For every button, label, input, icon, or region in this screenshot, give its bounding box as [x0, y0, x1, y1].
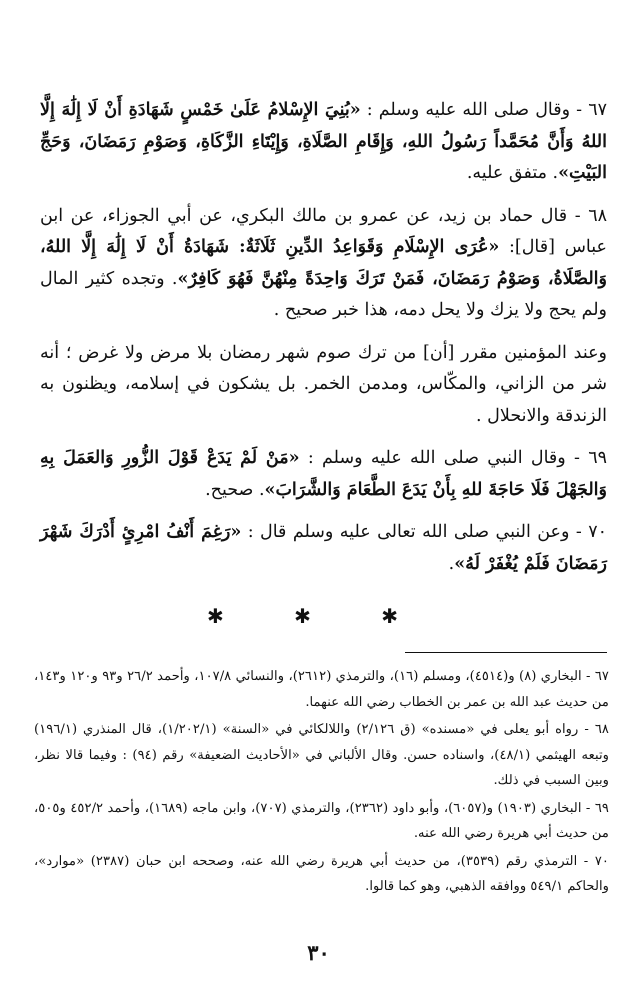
hadith-69: ٦٩ - وقال النبي صلى الله عليه وسلم : «مَنْ لَمْ يَدَعْ قَوْلَ الزُّورِ وَالعَمَلَ بِهِ وَالجَهْلَ فَلَا حَاجَةَ للهِ بِأَنْ يَدَعَ الطَّعَامَ وَالشَّرَابَ». صحيح. [40, 448, 608, 500]
hadith-quote: «بُنِيَ الإِسْلامُ عَلَىٰ خَمْسٍ شَهَادَةِ أَنْ لَا إِلَٰهَ إِلَّا اللهُ وَأَنَّ مُحَمَّداً رَسُولُ اللهِ، وَإِقَامِ الصَّلَاةِ، وَإِيْتَاءِ الزَّكَاةِ، وَصَوْمِ رَمَضَانَ، وَحَجِّ البَيْتِ» [40, 100, 607, 183]
hadith-quote: «عُرَى الإِسْلَامِ وَقَوَاعِدُ الدِّينِ ثَلَاثَةٌ: شَهَادَةُ أَنْ لَا إِلَٰهَ إِلَّا اللهُ، وَالصَّلَاةُ، وَصَوْمُ رَمَضَانَ، فَمَنْ تَرَكَ وَاحِدَةً مِنْهُنَّ فَهُوَ كَافِرٌ» [40, 237, 607, 289]
hadith-67: ٦٧ - وقال صلى الله عليه وسلم : «بُنِيَ الإِسْلامُ عَلَىٰ خَمْسٍ شَهَادَةِ أَنْ لَا إِلَٰهَ إِلَّا اللهُ وَأَنَّ مُحَمَّداً رَسُولُ اللهِ، وَإِقَامِ الصَّلَاةِ، وَإِيْتَاءِ الزَّكَاةِ، وَصَوْمِ رَمَضَانَ، وَحَجِّ البَيْتِ». متفق عليه. [40, 100, 607, 183]
hadith-70: ٧٠ - وعن النبي صلى الله تعالى عليه وسلم قال : «رَغِمَ أَنْفُ امْرِئٍ أَدْرَكَ شَهْرَ رَمَضَانَ فَلَمْ يُغْفَرْ لَهُ». [40, 522, 607, 574]
page-number: ٣٠ [307, 940, 330, 965]
footnote-69: ٦٩ - البخاري (١٩٠٣) و(٦٠٥٧)، وأبو داود (٢٣٦٢)، والترمذي (٧٠٧)، وابن ماجه (١٦٨٩)، وأحمد ٤٥٢/٢ و٥٠٥، من حديث أبي هريرة رضي الله عنه. [34, 800, 609, 841]
section-separator: ✱ ✱ ✱ [207, 604, 430, 628]
footnote-70: ٧٠ - الترمذي رقم (٣٥٣٩)، من حديث أبي هريرة رضي الله عنه، وصححه ابن حبان (٢٣٨٧) «موارد»، والحاكم ٥٤٩/١ ووافقه الذهبي، وهو كما قالوا. [34, 853, 609, 894]
hadith-quote: «مَنْ لَمْ يَدَعْ قَوْلَ الزُّورِ وَالعَمَلَ بِهِ وَالجَهْلَ فَلَا حَاجَةَ للهِ بِأَنْ يَدَعَ الطَّعَامَ وَالشَّرَابَ» [40, 448, 607, 500]
footnote-divider [405, 652, 607, 653]
footnotes [34, 664, 609, 902]
hadith-68: ٦٨ - قال حماد بن زيد، عن عمرو بن مالك البكري، عن أبي الجوزاء، عن ابن عباس [قال]: «عُرَى الإِسْلَامِ وَقَوَاعِدُ الدِّينِ ثَلَاثَةٌ: شَهَادَةُ أَنْ لَا إِلَٰهَ إِلَّا اللهُ، وَالصَّلَاةُ، وَصَوْمُ رَمَضَانَ، فَمَنْ تَرَكَ وَاحِدَةً مِنْهُنَّ فَهُوَ كَافِرٌ». وتجده كثير المال ولم يحج ولا يزك ولا يحل دمه، هذا خبر صحيح . [40, 205, 607, 320]
main-text [40, 95, 607, 584]
footnote-68: ٦٨ - رواه أبو يعلى في «مسنده» (ق ٢/١٢٦) واللالكائي في «السنة» (١/٢٠٢/١)، قال المنذري (١٩٦/١) وتبعه الهيثمي (٤٨/١)، واسناده حسن. وقال الألباني في «الأحاديث الضعيفة» رقم (٩٤) : وفيما قالا نظر، وبين السبب في ذلك. [34, 722, 609, 788]
commentary-paragraph: وعند المؤمنين مقرر [أن] من ترك صوم شهر رمضان بلا مرض ولا غرض ؛ أنه شر من الزاني، والمكّاس، ومدمن الخمر. بل يشكون في إسلامه، ويظنون به الزندقة والانحلال . [40, 342, 607, 426]
footnote-67: ٦٧ - البخاري (٨) و(٤٥١٤)، ومسلم (١٦)، والترمذي (٢٦١٢)، والنسائي ١٠٧/٨، وأحمد ٢٦/٢ و٩٣ و١٢٠ و١٤٣، من حديث عبد الله بن عمر بن الخطاب رضي الله عنهما. [34, 669, 609, 710]
hadith-quote: «رَغِمَ أَنْفُ امْرِئٍ أَدْرَكَ شَهْرَ رَمَضَانَ فَلَمْ يُغْفَرْ لَهُ» [40, 522, 607, 574]
